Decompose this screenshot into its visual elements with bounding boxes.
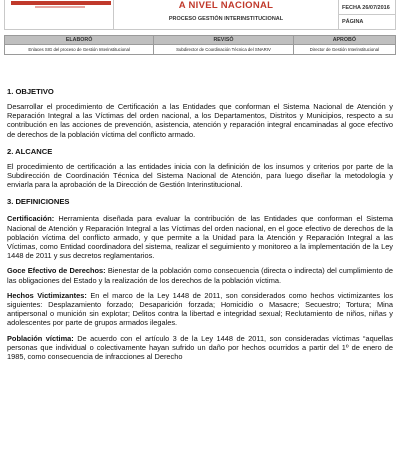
aprobo-value: Director de Gestión Interinstitucional bbox=[293, 45, 395, 55]
logo-cell bbox=[4, 0, 114, 30]
document-title: A NIVEL NACIONAL bbox=[178, 0, 274, 11]
elaboro-value: Enlaces SIG del proceso de Gestión Interinstitucional bbox=[5, 45, 154, 55]
definition-term: Certificación: bbox=[7, 214, 55, 224]
meta-cell bbox=[339, 0, 396, 30]
elaboro-header: ELABORÓ bbox=[5, 36, 154, 45]
definition-poblacion-victima bbox=[7, 334, 393, 362]
objetivo-text: Desarrollar el procedimiento de Certificación a las Entidades que conforman el Sistema Nacional de Atención y Reparación Integral a las Víctimas del orden nacional, a los Departamentos, Distritos y Municipios, respecto a su contribución en las acciones de prevención, asistencia, atención y reparación integral encaminadas al goce efectivo de derechos de la población víctima del conflicto armado. bbox=[7, 102, 393, 139]
definition-hechos-victimizantes bbox=[7, 291, 393, 328]
date-label: FECHA 26/07/2016 bbox=[342, 5, 390, 11]
approval-table bbox=[4, 35, 396, 55]
definition-term: Población víctima: bbox=[7, 333, 74, 343]
process-name: PROCESO GESTIÓN INTERINSTITUCIONAL bbox=[168, 16, 284, 22]
meta-divider bbox=[339, 14, 395, 15]
definition-term: Goce Efectivo de Derechos: bbox=[7, 266, 106, 276]
section-title-objetivo: 1. OBJETIVO bbox=[7, 87, 54, 96]
approval-value-row bbox=[5, 45, 396, 55]
aprobo-header: APROBÓ bbox=[293, 36, 395, 45]
approval-header-row bbox=[5, 36, 396, 45]
definition-text: En el marco de la Ley 1448 de 2011, son considerados como hechos victimizantes los siguientes: Desplazamiento forzado; Desaparición forzada; Homicidio o Masacre; Secuestro; Tortura; Mina antipersonal o munición sin explotar; Delitos contra la libertad e integridad sexual; Reclutamiento de niños, niñas y adolescentes por parte de grupos armados ilegales. bbox=[7, 290, 394, 328]
logo-icon bbox=[11, 1, 111, 5]
definition-certificacion bbox=[7, 214, 393, 260]
alcance-text: El procedimiento de certificación a las entidades inicia con la definición de los insumos y criterios por parte de la Subdirección de Coordinación Técnica del Sistema Nacional de Atención, para luego diseñar la metodología y enviarla para la aprobación de la Dirección de Gestión Interinstitucional. bbox=[7, 161, 393, 190]
title-cell bbox=[114, 0, 339, 30]
definition-text: De acuerdo con el artículo 3 de la Ley 1448 de 2011, son consideradas víctimas “aquellas personas que individual o colectivamente hayan sufrido un daño por hechos ocurridos a partir del 1º de enero de 1985, como consecuencia de infracciones al Derecho bbox=[7, 333, 393, 362]
reviso-value: Subdirector de Coordinación Técnica del SNARIV bbox=[154, 45, 293, 55]
definition-goce-efectivo bbox=[7, 266, 393, 284]
section-title-definiciones: 3. DEFINICIONES bbox=[7, 197, 70, 207]
page-label: PÁGINA bbox=[342, 19, 364, 25]
section-title-alcance: 2. ALCANCE bbox=[7, 146, 53, 156]
definition-term: Hechos Victimizantes: bbox=[7, 290, 87, 300]
definition-text: Bienestar de la población como consecuencia (directa o indirecta) del cumplimiento de las obligaciones del Estado y la realización de los derechos de la población víctima. bbox=[7, 266, 393, 285]
logo-underline-icon bbox=[35, 6, 85, 8]
definition-text: Herramienta diseñada para evaluar la contribución de las Entidades que conforman el Sistema Nacional de Atención y Reparación Integral a las Víctimas del orden nacional, en el goce efectivo de derechos de la población víctima del conflicto armado, y que permite a la Unidad para la Atención y Reparación Integral a las Víctimas, como Entidad coordinadora del sistema, realizar el seguimiento y monitoreo a la implementación de la Ley 1448 de 2011 y sus decretos reglamentarios. bbox=[7, 214, 393, 261]
document-header bbox=[4, 0, 396, 30]
document-body bbox=[7, 87, 393, 361]
reviso-header: REVISÓ bbox=[154, 36, 293, 45]
